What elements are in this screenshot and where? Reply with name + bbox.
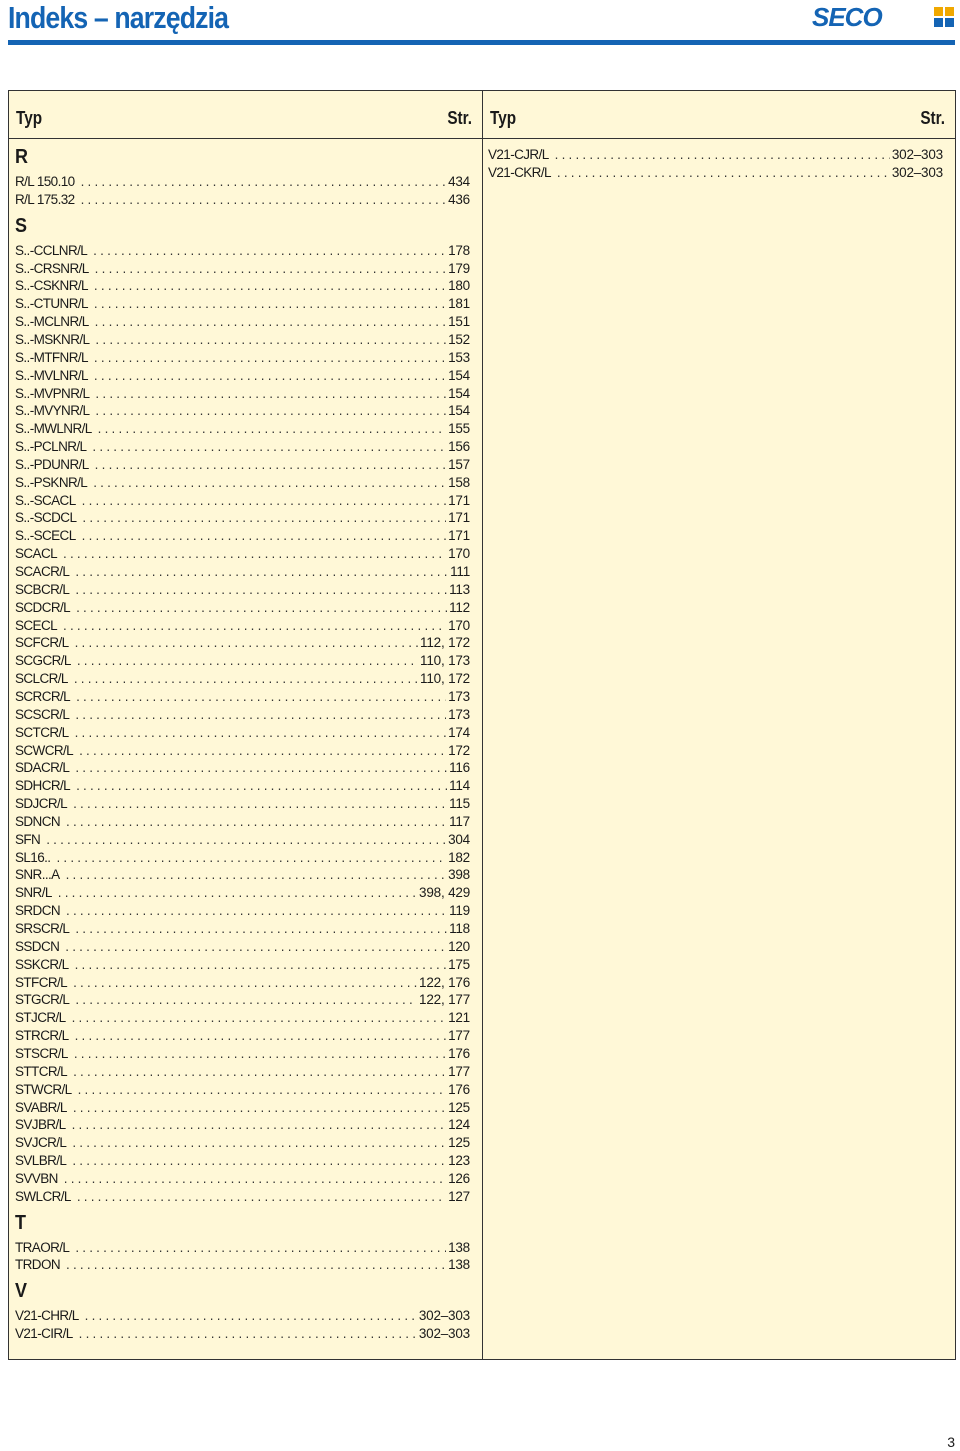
page-ref: 179	[448, 260, 470, 276]
tool-type: SCACR/L	[15, 564, 70, 579]
index-row	[15, 652, 470, 670]
index-row	[15, 974, 470, 992]
tool-type: SFN	[15, 831, 41, 847]
page-ref: 176	[448, 1045, 470, 1061]
tool-type: STSCR/L	[15, 1045, 68, 1061]
index-row	[15, 313, 470, 331]
page-ref: 178	[448, 242, 470, 258]
index-row	[15, 1325, 470, 1343]
tool-type: S..-CSKNR/L	[15, 278, 88, 294]
tool-type: R/L 175.32	[15, 191, 75, 207]
tool-type: SCECL	[15, 617, 58, 633]
page-ref: 302–303	[418, 1326, 470, 1342]
tool-type: SCACL	[15, 546, 58, 562]
tool-type: SDJCR/L	[15, 796, 68, 812]
index-row	[15, 1307, 470, 1325]
tool-type: SRSCR/L	[15, 921, 70, 936]
leader-dots	[46, 831, 446, 849]
tool-type: SSDCN	[15, 938, 60, 954]
index-row	[15, 1134, 470, 1152]
index-row	[15, 795, 470, 813]
page-ref: 121	[448, 1010, 470, 1026]
leader-dots	[95, 385, 446, 403]
page-ref: 114	[449, 778, 470, 794]
index-row	[15, 742, 470, 760]
leader-dots	[58, 884, 417, 902]
leader-dots	[79, 742, 446, 760]
tool-type: S..-CCLNR/L	[15, 242, 88, 258]
page-ref: 126	[448, 1170, 470, 1186]
tool-type: V21-CHR/L	[15, 1308, 79, 1324]
page-ref: 113	[449, 581, 470, 597]
index-row	[15, 884, 470, 902]
page-ref: 175	[448, 956, 470, 972]
page-ref: 182	[448, 849, 470, 865]
leader-dots	[92, 438, 446, 456]
page-ref: 156	[448, 439, 470, 455]
leader-dots	[95, 260, 446, 278]
index-row	[15, 277, 470, 295]
tool-type: TRDON	[15, 1257, 60, 1273]
leader-dots	[72, 1009, 447, 1027]
leader-dots	[75, 920, 447, 938]
index-row	[15, 1063, 470, 1081]
index-row	[15, 545, 470, 563]
page-ref: 120	[448, 938, 470, 954]
page-ref: 171	[448, 492, 470, 508]
page-ref: 119	[449, 903, 470, 919]
header-rule	[8, 40, 955, 45]
page-ref: 112, 172	[420, 635, 470, 651]
page-ref: 170	[448, 546, 470, 562]
tool-type: S..-PSKNR/L	[15, 474, 88, 490]
leader-dots	[79, 1325, 417, 1343]
page-ref: 125	[448, 1099, 470, 1115]
page-ref: 171	[448, 510, 470, 526]
tool-type: SCWCR/L	[15, 742, 74, 758]
leader-dots	[73, 1063, 446, 1081]
leader-dots	[81, 191, 447, 209]
leader-dots	[74, 670, 418, 688]
tool-type: SNR/L	[15, 885, 52, 901]
index-row	[15, 617, 470, 635]
page-ref: 127	[448, 1188, 470, 1204]
index-row	[15, 191, 470, 209]
index-row	[15, 295, 470, 313]
leader-dots	[76, 688, 446, 706]
tool-type: SCDCR/L	[15, 599, 71, 615]
tool-type: SVABR/L	[15, 1099, 67, 1115]
leader-dots	[75, 634, 418, 652]
tool-type: S..-SCACL	[15, 492, 76, 508]
leader-dots	[94, 277, 446, 295]
index-row	[488, 146, 943, 164]
tool-type: SL16..	[15, 849, 51, 865]
index-row	[15, 813, 470, 831]
index-row	[15, 385, 470, 403]
page-number: 3	[947, 1434, 955, 1450]
tool-type: SVJCR/L	[15, 1135, 67, 1151]
leader-dots	[73, 795, 447, 813]
index-row	[15, 581, 470, 599]
index-row	[15, 367, 470, 385]
tool-type: SCFCR/L	[15, 635, 69, 651]
page-ref: 112	[449, 599, 470, 615]
page-ref: 138	[448, 1257, 470, 1273]
index-row	[15, 242, 470, 260]
tool-type: SCLCR/L	[15, 671, 68, 687]
index-row	[15, 1027, 470, 1045]
leader-dots	[72, 1116, 446, 1134]
tool-type: STGCR/L	[15, 992, 70, 1008]
tool-type: STFCR/L	[15, 974, 68, 990]
page-ref: 398	[448, 867, 470, 883]
tool-type: SRDCN	[15, 903, 61, 919]
tool-type: S..-MVYNR/L	[15, 403, 90, 419]
left-page-header: Str.	[447, 108, 472, 128]
leader-dots	[78, 1081, 447, 1099]
page-ref: 436	[448, 191, 470, 207]
page-ref: 302–303	[891, 164, 943, 180]
leader-dots	[76, 599, 447, 617]
page-ref: 152	[448, 331, 470, 347]
page-ref: 180	[448, 278, 470, 294]
index-row	[15, 420, 470, 438]
page-ref: 110, 172	[420, 671, 470, 687]
page-ref: 153	[448, 349, 470, 365]
leader-dots	[95, 331, 446, 349]
tool-type: SVVBN	[15, 1170, 58, 1186]
index-row	[15, 1009, 470, 1027]
tool-type: S..-MVLNR/L	[15, 367, 88, 383]
tool-type: S..-MSKNR/L	[15, 331, 90, 347]
page-ref: 173	[448, 706, 470, 722]
page-ref: 115	[449, 796, 470, 812]
page-ref: 138	[448, 1239, 470, 1255]
left-header-separator	[9, 138, 482, 139]
tool-type: R/L 150.10	[15, 174, 75, 189]
page-ref: 154	[448, 403, 470, 419]
section-letter: T	[15, 1211, 26, 1234]
tool-type: V21-CIR/L	[15, 1326, 73, 1342]
page-ref: 398, 429	[419, 885, 470, 901]
page-ref: 154	[448, 367, 470, 383]
index-row	[15, 777, 470, 795]
index-row	[488, 164, 943, 182]
page-ref: 434	[448, 174, 470, 189]
page-ref: 173	[448, 688, 470, 704]
page-ref: 157	[448, 456, 470, 472]
tool-type: SVLBR/L	[15, 1153, 67, 1169]
tool-type: STRCR/L	[15, 1028, 69, 1044]
index-row	[15, 1045, 470, 1063]
tool-type: S..-PCLNR/L	[15, 439, 87, 455]
leader-dots	[73, 974, 417, 992]
page-ref: 170	[448, 617, 470, 633]
page-ref: 151	[448, 314, 470, 330]
index-row	[15, 1099, 470, 1117]
tool-type: SDACR/L	[15, 760, 70, 776]
section-letter: V	[15, 1280, 28, 1303]
index-row	[15, 1116, 470, 1134]
index-row	[15, 474, 470, 492]
leader-dots	[85, 1307, 417, 1325]
leader-dots	[98, 420, 446, 438]
index-row	[15, 759, 470, 777]
page-ref: 123	[448, 1153, 470, 1169]
index-row	[15, 1256, 470, 1274]
leader-dots	[75, 581, 447, 599]
leader-dots	[65, 938, 446, 956]
section-letter: R	[15, 146, 29, 168]
tool-type: SDNCN	[15, 813, 61, 829]
index-row	[15, 1081, 470, 1099]
leader-dots	[75, 724, 447, 742]
leader-dots	[75, 956, 446, 974]
tool-type: STWCR/L	[15, 1081, 72, 1097]
page-ref: 176	[448, 1081, 470, 1097]
seco-logo	[812, 6, 957, 28]
page-ref: 111	[450, 564, 470, 579]
leader-dots	[74, 1045, 446, 1063]
page-ref: 155	[448, 421, 470, 437]
page-ref: 174	[448, 724, 470, 740]
tool-type: SCGCR/L	[15, 653, 71, 669]
leader-dots	[77, 652, 418, 670]
leader-dots	[82, 492, 446, 510]
leader-dots	[72, 1134, 446, 1152]
right-header-separator	[483, 138, 955, 139]
page-ref: 172	[448, 742, 470, 758]
index-row	[15, 438, 470, 456]
page-ref: 302–303	[891, 147, 943, 162]
index-row	[15, 563, 470, 581]
leader-dots	[72, 1152, 446, 1170]
leader-dots	[94, 295, 446, 313]
page-ref: 171	[448, 528, 470, 544]
leader-dots	[64, 1170, 446, 1188]
page-ref: 110, 173	[420, 653, 470, 669]
page-title: Indeks – narzędzia	[8, 0, 229, 35]
tool-type: SWLCR/L	[15, 1188, 71, 1204]
page-ref: 181	[448, 296, 470, 312]
index-row	[15, 527, 470, 545]
leader-dots	[75, 1239, 446, 1257]
index-row	[15, 634, 470, 652]
tool-type: STJCR/L	[15, 1010, 66, 1026]
index-row	[15, 938, 470, 956]
page-ref: 117	[449, 813, 470, 829]
column-divider	[482, 90, 483, 1360]
leader-dots	[75, 759, 447, 777]
leader-dots	[94, 367, 446, 385]
page-ref: 177	[448, 1063, 470, 1079]
leader-dots	[82, 527, 446, 545]
leader-dots	[81, 173, 447, 191]
right-type-header: Typ	[490, 108, 517, 128]
index-row	[15, 866, 470, 884]
index-row	[15, 599, 470, 617]
leader-dots	[95, 313, 446, 331]
index-row	[15, 260, 470, 278]
page-ref: 122, 176	[419, 974, 470, 990]
page-ref: 154	[448, 385, 470, 401]
index-row	[15, 492, 470, 510]
index-row	[15, 991, 470, 1009]
page-ref: 125	[448, 1135, 470, 1151]
index-row	[15, 1152, 470, 1170]
index-row	[15, 173, 470, 191]
leader-dots	[75, 1027, 447, 1045]
index-row	[15, 670, 470, 688]
tool-type: S..-SCECL	[15, 528, 76, 544]
leader-dots	[56, 849, 446, 867]
tool-type: TRAOR/L	[15, 1239, 70, 1255]
index-row	[15, 688, 470, 706]
index-row	[15, 1170, 470, 1188]
page-ref: 302–303	[418, 1308, 470, 1324]
tool-type: S..-SCDCL	[15, 510, 77, 526]
page-ref: 158	[448, 474, 470, 490]
tool-type: S..-MVPNR/L	[15, 385, 90, 401]
tool-type: SSKCR/L	[15, 956, 69, 972]
leader-dots	[76, 777, 447, 795]
tool-type: SCSCR/L	[15, 706, 70, 722]
right-page-header: Str.	[920, 108, 945, 128]
tool-type: S..-CTUNR/L	[15, 296, 88, 312]
index-row	[15, 849, 470, 867]
page-ref: 304	[448, 831, 470, 847]
index-row	[15, 706, 470, 724]
leader-dots	[63, 617, 446, 635]
index-row	[15, 509, 470, 527]
page-ref: 122, 177	[419, 992, 470, 1008]
tool-type: SDHCR/L	[15, 778, 71, 794]
tool-type: V21-CJR/L	[488, 147, 549, 162]
leader-dots	[66, 902, 447, 920]
leader-dots	[82, 509, 446, 527]
leader-dots	[66, 813, 447, 831]
page-ref: 116	[449, 760, 470, 776]
tool-type: S..-PDUNR/L	[15, 456, 89, 472]
leader-dots	[93, 474, 446, 492]
tool-type: S..-MCLNR/L	[15, 314, 89, 330]
page-ref: 177	[448, 1028, 470, 1044]
tool-type: V21-CKR/L	[488, 164, 551, 180]
leader-dots	[73, 1099, 446, 1117]
svg-text:SECO: SECO	[812, 6, 882, 28]
tool-type: SCTCR/L	[15, 724, 69, 740]
tool-type: STTCR/L	[15, 1063, 68, 1079]
leader-dots	[75, 706, 446, 724]
index-row	[15, 331, 470, 349]
page-ref: 124	[448, 1117, 470, 1133]
index-row	[15, 1239, 470, 1257]
index-row	[15, 1188, 470, 1206]
leader-dots	[75, 991, 417, 1009]
index-row	[15, 956, 470, 974]
leader-dots	[94, 349, 446, 367]
section-letter: S	[15, 214, 28, 237]
tool-type: SCRCR/L	[15, 688, 71, 704]
index-row	[15, 349, 470, 367]
leader-dots	[557, 164, 890, 182]
leader-dots	[93, 242, 446, 260]
leader-dots	[66, 1256, 446, 1274]
leader-dots	[75, 563, 448, 581]
leader-dots	[63, 545, 446, 563]
index-row	[15, 402, 470, 420]
index-row	[15, 831, 470, 849]
index-row	[15, 724, 470, 742]
page-ref: 118	[449, 921, 470, 936]
leader-dots	[555, 146, 890, 164]
index-row	[15, 920, 470, 938]
leader-dots	[95, 456, 446, 474]
index-row	[15, 902, 470, 920]
leader-dots	[66, 866, 447, 884]
tool-type: S..-MTFNR/L	[15, 349, 88, 365]
leader-dots	[77, 1188, 446, 1206]
left-type-header: Typ	[16, 108, 43, 128]
tool-type: SVJBR/L	[15, 1117, 66, 1133]
tool-type: S..-CRSNR/L	[15, 260, 89, 276]
tool-type: SCBCR/L	[15, 581, 70, 597]
tool-type: S..-MWLNR/L	[15, 421, 92, 437]
tool-type: SNR...A	[15, 867, 60, 883]
index-row	[15, 456, 470, 474]
leader-dots	[95, 402, 446, 420]
